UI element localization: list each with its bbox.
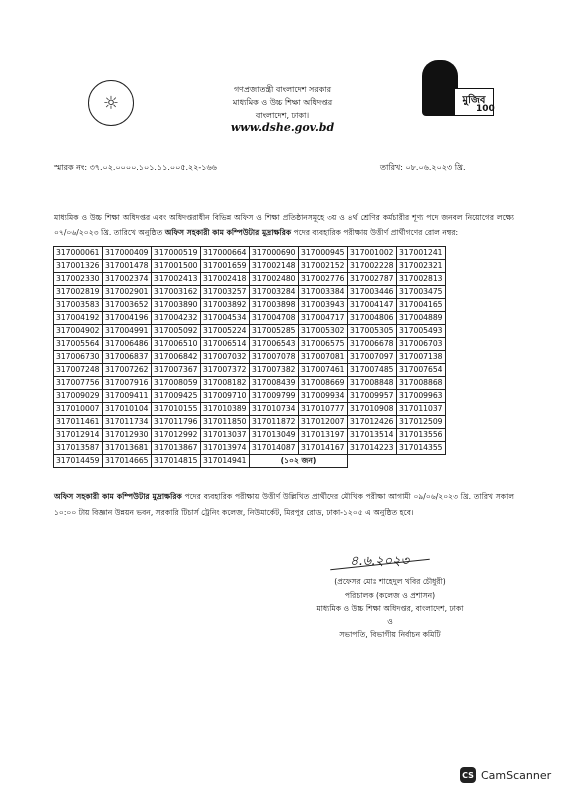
roll-cell: 317002228 [348, 260, 397, 273]
total-count-cell: (১০২ জন) [250, 455, 348, 468]
roll-cell: 317003446 [348, 286, 397, 299]
roll-cell: 317008848 [348, 377, 397, 390]
roll-cell: 317014941 [201, 455, 250, 468]
roll-cell: 317003257 [201, 286, 250, 299]
intro-text-after: পদের ব্যবহারিক পরীক্ষায় উত্তীর্ণ প্রার্থীগণের রোল নম্বর: [291, 227, 459, 237]
roll-cell: 317011037 [397, 403, 446, 416]
roll-cell: 317012992 [152, 429, 201, 442]
roll-cell: 317006837 [103, 351, 152, 364]
signatory-name: (প্রফেসর মোঃ শাহেদুল খবির চৌধুরী) [334, 577, 446, 586]
roll-cell: 317011734 [103, 416, 152, 429]
roll-cell: 317002374 [103, 273, 152, 286]
roll-cell: 317009710 [201, 390, 250, 403]
roll-cell: 317003284 [250, 286, 299, 299]
roll-cell: 317013556 [397, 429, 446, 442]
roll-cell: 317004806 [348, 312, 397, 325]
roll-cell: 317009029 [54, 390, 103, 403]
roll-cell: 317005092 [152, 325, 201, 338]
roll-cell: 317003943 [299, 299, 348, 312]
table-row [54, 299, 446, 312]
roll-cell: 317014815 [152, 455, 201, 468]
roll-cell: 317004991 [103, 325, 152, 338]
header-location: বাংলাদেশ, ঢাকা। [255, 111, 310, 120]
roll-cell: 317002901 [103, 286, 152, 299]
roll-cell: 317000061 [54, 247, 103, 260]
roll-cell: 317011850 [201, 416, 250, 429]
roll-cell: 317007138 [397, 351, 446, 364]
roll-cell: 317009934 [299, 390, 348, 403]
roll-cell: 317007372 [201, 364, 250, 377]
roll-cell: 317007081 [299, 351, 348, 364]
table-row [54, 286, 446, 299]
roll-cell: 317007078 [250, 351, 299, 364]
logo-text: মুজিব [454, 88, 494, 116]
memo-date: তারিখ: ০৮.০৬.২০২৩ খ্রি. [380, 163, 466, 172]
roll-cell: 317010777 [299, 403, 348, 416]
roll-cell: 317009957 [348, 390, 397, 403]
roll-cell: 317005224 [201, 325, 250, 338]
roll-cell: 317009411 [103, 390, 152, 403]
roll-cell: 317012930 [103, 429, 152, 442]
table-row [54, 273, 446, 286]
signatory-office: মাধ্যমিক ও উচ্চ শিক্ষা অধিদপ্তর, বাংলাদেশ, ঢাকা [316, 604, 464, 613]
notice-paragraph [54, 489, 514, 520]
table-row [54, 390, 446, 403]
signature-date: ৪.৬.২০২৩ [350, 554, 409, 569]
roll-cell: 317004902 [54, 325, 103, 338]
roll-cell: 317008868 [397, 377, 446, 390]
roll-cell: 317004196 [103, 312, 152, 325]
roll-cell: 317001478 [103, 260, 152, 273]
roll-cell: 317006678 [348, 338, 397, 351]
camscanner-text: CamScanner [481, 768, 552, 782]
roll-cell: 317007032 [201, 351, 250, 364]
roll-cell: 317007916 [103, 377, 152, 390]
roll-cell: 317000519 [152, 247, 201, 260]
roll-cell: 317002330 [54, 273, 103, 286]
intro-paragraph [54, 211, 514, 240]
roll-cell: 317013587 [54, 442, 103, 455]
roll-cell: 317005302 [299, 325, 348, 338]
roll-cell: 317010007 [54, 403, 103, 416]
roll-cell: 317003898 [250, 299, 299, 312]
roll-cell: 317013974 [201, 442, 250, 455]
logo-number: 100 [476, 104, 495, 114]
roll-cell: 317011461 [54, 416, 103, 429]
roll-cell: 317005564 [54, 338, 103, 351]
notice-post-name: অফিস সহকারী কাম কম্পিউটার মুদ্রাক্ষরিক [54, 492, 182, 501]
roll-cell: 317006486 [103, 338, 152, 351]
intro-post-name: অফিস সহকারী কাম কম্পিউটার মুদ্রাক্ষরিক [164, 227, 292, 237]
roll-cell: 317009963 [397, 390, 446, 403]
roll-cell: 317008182 [201, 377, 250, 390]
table-row [54, 260, 446, 273]
portrait-icon [422, 60, 458, 116]
roll-cell: 317014355 [397, 442, 446, 455]
memo-number: স্মারক নং: ৩৭.০২.০০০০.১০১.১১.০০৫.২২-১৬৬ [54, 163, 217, 172]
roll-cell: 317013037 [201, 429, 250, 442]
roll-cell: 317002813 [397, 273, 446, 286]
roll-cell: 317008669 [299, 377, 348, 390]
header-government: গণপ্রজাতন্ত্রী বাংলাদেশ সরকার [233, 85, 332, 94]
roll-cell: 317005285 [250, 325, 299, 338]
roll-cell: 317000945 [299, 247, 348, 260]
roll-cell: 317004534 [201, 312, 250, 325]
notice-text: পদের ব্যবহারিক পরীক্ষায় উত্তীর্ণ উল্লিখিত প্রার্থীদের মৌখিক পরীক্ষা আগামী ০৯/০৬/২০২৩ খ্রি. তারিখ সকাল ১০:০০ টায় বিজ্ঞান উন্নয়ন ভবন, সরকারি টিচার্স ট্রেনিং কলেজ, নিউমার্কেট, মিরপুর রোড, ঢাকা-১২০৫ এ অনুষ্ঠিত হবে। [54, 492, 514, 517]
roll-cell: 317000690 [250, 247, 299, 260]
camscanner-icon: CS [460, 767, 476, 783]
roll-cell: 317012007 [299, 416, 348, 429]
roll-cell: 317009799 [250, 390, 299, 403]
roll-cell: 317001500 [152, 260, 201, 273]
roll-cell: 317003384 [299, 286, 348, 299]
roll-cell: 317002418 [201, 273, 250, 286]
roll-cell: 317013049 [250, 429, 299, 442]
table-row [54, 325, 446, 338]
signatory-role: সভাপতি, বিভাগীয় নির্বাচন কমিটি [339, 630, 441, 639]
roll-cell: 317004147 [348, 299, 397, 312]
roll-cell: 317002413 [152, 273, 201, 286]
roll-cell: 317004232 [152, 312, 201, 325]
header-directorate: মাধ্যমিক ও উচ্চ শিক্ষা অধিদপ্তর [232, 98, 333, 107]
roll-cell: 317003475 [397, 286, 446, 299]
roll-cell: 317009425 [152, 390, 201, 403]
mujib-100-logo [418, 60, 495, 126]
roll-cell: 317012914 [54, 429, 103, 442]
roll-cell: 317005305 [348, 325, 397, 338]
table-row [54, 442, 446, 455]
roll-cell: 317010389 [201, 403, 250, 416]
roll-cell: 317004708 [250, 312, 299, 325]
roll-cell: 317011872 [250, 416, 299, 429]
roll-cell: 317013197 [299, 429, 348, 442]
roll-cell: 317007382 [250, 364, 299, 377]
roll-cell: 317003652 [103, 299, 152, 312]
table-row [54, 403, 446, 416]
roll-cell: 317007097 [348, 351, 397, 364]
roll-cell: 317003892 [201, 299, 250, 312]
roll-cell: 317004192 [54, 312, 103, 325]
roll-cell: 317002819 [54, 286, 103, 299]
roll-cell: 317011796 [152, 416, 201, 429]
roll-cell: 317007262 [103, 364, 152, 377]
roll-cell: 317002152 [299, 260, 348, 273]
signature [330, 552, 440, 576]
header-website-link[interactable]: www.dshe.gov.bd [230, 121, 335, 134]
roll-cell: 317014665 [103, 455, 152, 468]
roll-cell: 317007367 [152, 364, 201, 377]
roll-cell: 317008059 [152, 377, 201, 390]
roll-cell: 317014223 [348, 442, 397, 455]
roll-cell: 317003162 [152, 286, 201, 299]
roll-cell: 317014087 [250, 442, 299, 455]
intro-text-before: মাধ্যমিক ও উচ্চ শিক্ষা অধিদপ্তর এবং অধিদপ্তরাধীন বিভিন্ন অফিস ও শিক্ষা প্রতিষ্ঠানসমূহে ৩য় ও ৪র্থ শ্রেণির কর্মচারীর শূণ্য পদে জনবল নিয়োগের লক্ষ্যে ০৭/০৬/২০২৩ খ্রি. তারিখে অনুষ্ঠিত [54, 213, 514, 237]
roll-cell: 317000409 [103, 247, 152, 260]
roll-cell: 317007248 [54, 364, 103, 377]
roll-cell: 317012509 [397, 416, 446, 429]
signatory-and: ও [387, 617, 393, 626]
table-row [54, 247, 446, 260]
roll-cell: 317001002 [348, 247, 397, 260]
roll-cell: 317012426 [348, 416, 397, 429]
table-row [54, 364, 446, 377]
camscanner-watermark [460, 767, 551, 783]
roll-cell: 317007654 [397, 364, 446, 377]
roll-cell: 317007756 [54, 377, 103, 390]
roll-cell: 317003890 [152, 299, 201, 312]
table-row [54, 455, 446, 468]
roll-cell: 317013681 [103, 442, 152, 455]
roll-cell: 317014459 [54, 455, 103, 468]
roll-cell: 317000664 [201, 247, 250, 260]
roll-cell: 317003583 [54, 299, 103, 312]
roll-cell: 317007485 [348, 364, 397, 377]
roll-cell: 317006575 [299, 338, 348, 351]
roll-cell: 317006510 [152, 338, 201, 351]
table-row [54, 429, 446, 442]
signatory-title: পরিচালক (কলেজ ও প্রশাসন) [344, 591, 436, 600]
roll-cell: 317013514 [348, 429, 397, 442]
roll-cell: 317002776 [299, 273, 348, 286]
table-row [54, 338, 446, 351]
roll-cell: 317006730 [54, 351, 103, 364]
roll-cell: 317006703 [397, 338, 446, 351]
roll-cell: 317005493 [397, 325, 446, 338]
roll-cell: 317010734 [250, 403, 299, 416]
roll-cell: 317008439 [250, 377, 299, 390]
roll-cell: 317010155 [152, 403, 201, 416]
roll-cell: 317006514 [201, 338, 250, 351]
roll-cell: 317002148 [250, 260, 299, 273]
table-row [54, 351, 446, 364]
roll-cell: 317004889 [397, 312, 446, 325]
table-row [54, 377, 446, 390]
table-row [54, 416, 446, 429]
roll-cell: 317007461 [299, 364, 348, 377]
roll-cell: 317013867 [152, 442, 201, 455]
roll-cell: 317001659 [201, 260, 250, 273]
roll-cell: 317014167 [299, 442, 348, 455]
roll-cell: 317004717 [299, 312, 348, 325]
roll-cell: 317001241 [397, 247, 446, 260]
dshe-emblem-icon: ☼ [88, 80, 134, 126]
roll-number-table [53, 246, 446, 468]
roll-cell: 317010104 [103, 403, 152, 416]
roll-cell: 317002787 [348, 273, 397, 286]
roll-cell: 317002480 [250, 273, 299, 286]
roll-cell: 317006543 [250, 338, 299, 351]
roll-cell: 317006842 [152, 351, 201, 364]
roll-cell: 317001326 [54, 260, 103, 273]
table-row [54, 312, 446, 325]
roll-cell: 317010908 [348, 403, 397, 416]
roll-cell: 317002321 [397, 260, 446, 273]
roll-cell: 317004165 [397, 299, 446, 312]
